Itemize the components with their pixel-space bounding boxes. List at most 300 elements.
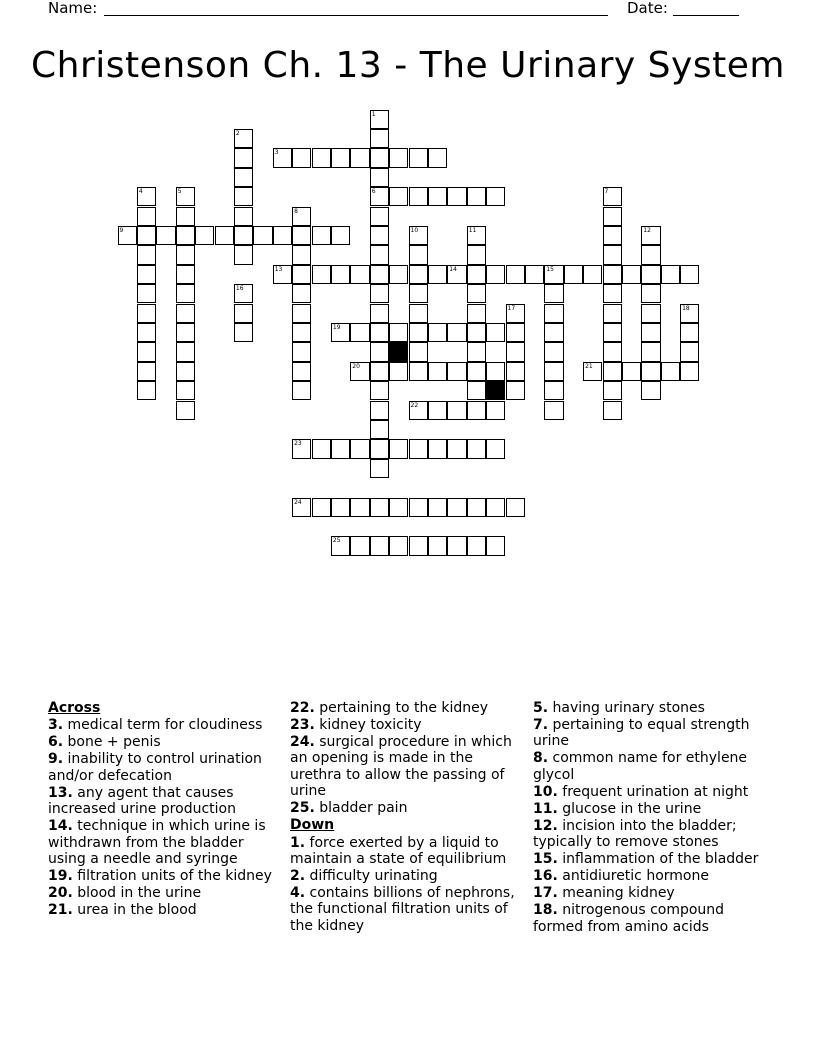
grid-cell[interactable]: [253, 226, 272, 245]
grid-cell[interactable]: [370, 362, 389, 381]
grid-cell[interactable]: [389, 187, 408, 206]
clue-item: [48, 734, 280, 750]
grid-cell[interactable]: [428, 323, 447, 342]
clue-item-text: kidney toxicity: [314, 717, 422, 733]
grid-cell[interactable]: [292, 207, 311, 226]
grid-cell[interactable]: [409, 498, 428, 517]
black-cell: [486, 381, 505, 400]
grid-cell[interactable]: [350, 498, 369, 517]
clue-item-text: bladder pain: [314, 800, 408, 817]
grid-cell[interactable]: [370, 420, 389, 439]
clue-item-number: 7.: [533, 717, 549, 733]
name-label: Name:: [48, 0, 98, 17]
grid-cell[interactable]: [370, 498, 389, 517]
grid-cell[interactable]: [234, 187, 253, 206]
grid-cell[interactable]: [370, 148, 389, 167]
grid-cell[interactable]: [409, 148, 428, 167]
grid-cell[interactable]: [428, 362, 447, 381]
grid-cell[interactable]: [370, 304, 389, 323]
grid-cell[interactable]: [137, 323, 156, 342]
grid-cell[interactable]: [447, 362, 466, 381]
grid-cell[interactable]: [641, 245, 660, 264]
grid-cell[interactable]: [292, 342, 311, 361]
clue-number: 12: [643, 226, 651, 234]
grid-cell[interactable]: [137, 342, 156, 361]
grid-cell[interactable]: [331, 439, 350, 458]
grid-cell[interactable]: [486, 323, 505, 342]
grid-cell[interactable]: [409, 362, 428, 381]
clue-item-number: 15.: [533, 851, 558, 868]
grid-cell[interactable]: [506, 381, 525, 400]
grid-cell[interactable]: [467, 381, 486, 400]
grid-cell[interactable]: [137, 284, 156, 303]
grid-cell[interactable]: [641, 342, 660, 361]
clue-heading: Across: [48, 700, 101, 716]
grid-cell[interactable]: [583, 265, 602, 284]
grid-cell[interactable]: [234, 168, 253, 187]
grid-cell[interactable]: [370, 342, 389, 361]
grid-cell[interactable]: [486, 187, 505, 206]
clue-item-text: contains billions of nephrons, the functional filtration units of the kidney: [290, 885, 515, 934]
grid-cell[interactable]: [447, 536, 466, 555]
grid-cell[interactable]: [389, 498, 408, 517]
grid-cell[interactable]: [370, 110, 389, 129]
grid-cell[interactable]: [176, 207, 195, 226]
grid-cell[interactable]: [409, 342, 428, 361]
grid-cell[interactable]: [331, 498, 350, 517]
clue-item-text: difficulty urinating: [305, 868, 438, 885]
grid-cell[interactable]: [292, 148, 311, 167]
clue-item-number: 11.: [533, 800, 558, 817]
grid-cell[interactable]: [176, 362, 195, 381]
clue-item: [48, 751, 280, 784]
grid-cell[interactable]: [370, 439, 389, 458]
grid-cell[interactable]: [506, 362, 525, 381]
grid-cell[interactable]: [641, 362, 660, 381]
grid-cell[interactable]: [506, 304, 525, 323]
grid-cell[interactable]: [176, 245, 195, 264]
grid-cell[interactable]: [603, 323, 622, 342]
clue-item: [290, 717, 528, 733]
grid-cell[interactable]: [234, 148, 253, 167]
clue-number: 9: [119, 226, 124, 234]
grid-cell[interactable]: [467, 304, 486, 323]
grid-cell[interactable]: [544, 265, 563, 284]
grid-cell[interactable]: [370, 168, 389, 187]
grid-cell[interactable]: [273, 226, 292, 245]
clue-item-number: 22.: [290, 700, 315, 716]
grid-cell[interactable]: [603, 245, 622, 264]
clue-item-number: 10.: [533, 783, 558, 800]
clue-item: [533, 818, 773, 851]
clue-item: [533, 885, 773, 901]
grid-cell[interactable]: [350, 265, 369, 284]
grid-cell[interactable]: [641, 381, 660, 400]
grid-cell[interactable]: [447, 439, 466, 458]
clue-item: [48, 885, 280, 901]
grid-cell[interactable]: [409, 304, 428, 323]
grid-cell[interactable]: [389, 362, 408, 381]
grid-cell[interactable]: [350, 362, 369, 381]
clue-item-number: 14.: [48, 818, 73, 835]
grid-cell[interactable]: [292, 362, 311, 381]
grid-cell[interactable]: [389, 439, 408, 458]
grid-cell[interactable]: [544, 342, 563, 361]
clue-item-number: 3.: [48, 717, 64, 734]
clue-item-text: blood in the urine: [72, 885, 202, 902]
grid-cell[interactable]: [234, 207, 253, 226]
clue-item-number: 2.: [290, 868, 306, 885]
grid-cell[interactable]: [544, 304, 563, 323]
grid-cell[interactable]: [137, 226, 156, 245]
clue-item-text: any agent that causes increased urine production: [48, 784, 236, 818]
date-label: Date:: [627, 0, 668, 17]
grid-cell[interactable]: [389, 148, 408, 167]
grid-cell[interactable]: [331, 265, 350, 284]
clue-item-number: 6.: [48, 734, 64, 751]
grid-cell[interactable]: [525, 265, 544, 284]
grid-cell[interactable]: [506, 265, 525, 284]
clue-item: [48, 785, 280, 818]
clue-item: [48, 868, 280, 884]
grid-cell[interactable]: [273, 148, 292, 167]
clue-item-text: nitrogenous compound formed from amino acids: [533, 902, 725, 935]
grid-cell[interactable]: [350, 148, 369, 167]
clue-item: [533, 717, 773, 750]
grid-cell[interactable]: [409, 323, 428, 342]
grid-cell[interactable]: [428, 265, 447, 284]
grid-cell[interactable]: [350, 439, 369, 458]
grid-cell[interactable]: [428, 498, 447, 517]
clue-item-text: force exerted by a liquid to maintain a state of equilibrium: [290, 834, 507, 868]
grid-cell[interactable]: [176, 226, 195, 245]
clue-number: 22: [410, 401, 419, 409]
clue-item-number: 8.: [533, 750, 549, 767]
grid-cell[interactable]: [370, 245, 389, 264]
clue-item-number: 18.: [533, 902, 558, 919]
clue-item-text: inflammation of the bladder: [557, 851, 759, 868]
clue-item-number: 16.: [533, 868, 558, 885]
grid-cell[interactable]: [234, 284, 253, 303]
grid-cell[interactable]: [603, 304, 622, 323]
clue-item-text: technique in which urine is withdrawn from the bladder using a needle and syringe: [48, 818, 266, 868]
grid-cell[interactable]: [661, 362, 680, 381]
clue-item-text: common name for ethylene glycol: [533, 750, 748, 783]
grid-cell[interactable]: [370, 187, 389, 206]
grid-cell[interactable]: [467, 536, 486, 555]
grid-cell[interactable]: [370, 536, 389, 555]
grid-cell[interactable]: [176, 265, 195, 284]
grid-cell[interactable]: [409, 536, 428, 555]
grid-cell[interactable]: [370, 207, 389, 226]
grid-cell[interactable]: [137, 381, 156, 400]
grid-cell[interactable]: [370, 459, 389, 478]
grid-cell[interactable]: [195, 226, 214, 245]
clue-number: 20: [352, 362, 360, 370]
clue-number: 23: [294, 440, 302, 448]
grid-cell[interactable]: [603, 381, 622, 400]
clue-item-text: meaning kidney: [557, 885, 675, 902]
clue-item: [533, 902, 773, 935]
grid-cell[interactable]: [176, 381, 195, 400]
grid-cell[interactable]: [370, 323, 389, 342]
grid-cell[interactable]: [506, 498, 525, 517]
grid-cell[interactable]: [544, 362, 563, 381]
grid-cell[interactable]: [641, 304, 660, 323]
grid-cell[interactable]: [603, 226, 622, 245]
grid-cell[interactable]: [292, 323, 311, 342]
grid-cell[interactable]: [234, 245, 253, 264]
grid-cell[interactable]: [234, 323, 253, 342]
clue-item-text: bone + penis: [63, 734, 161, 751]
grid-cell[interactable]: [137, 304, 156, 323]
clue-number: 16: [235, 285, 244, 293]
grid-cell[interactable]: [486, 362, 505, 381]
grid-cell[interactable]: [544, 401, 563, 420]
grid-cell[interactable]: [370, 284, 389, 303]
grid-cell[interactable]: [467, 498, 486, 517]
grid-cell[interactable]: [486, 265, 505, 284]
grid-cell[interactable]: [389, 536, 408, 555]
clues-column-1: [48, 700, 280, 919]
clue-number: 24: [294, 498, 302, 506]
grid-cell[interactable]: [409, 226, 428, 245]
grid-cell[interactable]: [680, 304, 699, 323]
grid-cell[interactable]: [389, 323, 408, 342]
clue-item: [290, 835, 528, 868]
grid-cell[interactable]: [273, 265, 292, 284]
clue-item-text: incision into the bladder; typically to remove stones: [533, 817, 737, 851]
clue-item: [48, 902, 280, 918]
clue-number: 13: [274, 265, 283, 273]
grid-cell[interactable]: [467, 284, 486, 303]
clue-item-text: glucose in the urine: [557, 800, 702, 817]
clue-item-text: surgical procedure in which an opening is made in the urethra to allow the passing of urine: [290, 734, 512, 800]
grid-cell[interactable]: [137, 265, 156, 284]
grid-cell[interactable]: [409, 265, 428, 284]
clue-item-number: 1.: [290, 834, 306, 851]
grid-cell[interactable]: [603, 207, 622, 226]
grid-cell[interactable]: [312, 148, 331, 167]
grid-cell[interactable]: [428, 439, 447, 458]
grid-cell[interactable]: [486, 401, 505, 420]
grid-cell[interactable]: [176, 284, 195, 303]
clue-item-number: 12.: [533, 817, 558, 834]
clue-heading: Down: [290, 817, 335, 834]
grid-cell[interactable]: [312, 226, 331, 245]
grid-cell[interactable]: [622, 265, 641, 284]
clue-number: 21: [585, 362, 593, 370]
clue-number: 8: [294, 207, 298, 215]
grid-cell[interactable]: [467, 342, 486, 361]
clue-item: [533, 750, 773, 783]
grid-cell[interactable]: [544, 284, 563, 303]
clue-item-number: 23.: [290, 717, 315, 733]
grid-cell[interactable]: [661, 265, 680, 284]
clue-item: [290, 700, 528, 716]
grid-cell[interactable]: [176, 342, 195, 361]
grid-cell[interactable]: [641, 226, 660, 245]
clue-item-text: inability to control urination and/or defecation: [48, 751, 262, 784]
grid-cell[interactable]: [603, 362, 622, 381]
grid-cell[interactable]: [331, 536, 350, 555]
grid-cell[interactable]: [428, 401, 447, 420]
grid-cell[interactable]: [680, 362, 699, 381]
grid-cell[interactable]: [350, 323, 369, 342]
grid-cell[interactable]: [428, 187, 447, 206]
grid-cell[interactable]: [409, 401, 428, 420]
grid-cell[interactable]: [312, 265, 331, 284]
grid-cell[interactable]: [234, 304, 253, 323]
grid-cell[interactable]: [312, 439, 331, 458]
clue-number: 2: [235, 129, 240, 137]
clue-number: 11: [468, 226, 477, 234]
clue-number: 17: [507, 304, 516, 312]
grid-cell[interactable]: [467, 323, 486, 342]
clue-item-text: filtration units of the kidney: [72, 868, 272, 885]
grid-cell[interactable]: [447, 401, 466, 420]
grid-cell[interactable]: [331, 226, 350, 245]
grid-cell[interactable]: [292, 226, 311, 245]
grid-cell[interactable]: [486, 498, 505, 517]
grid-cell[interactable]: [292, 284, 311, 303]
grid-cell[interactable]: [234, 129, 253, 148]
grid-cell[interactable]: [176, 187, 195, 206]
grid-cell[interactable]: [176, 401, 195, 420]
clue-number: 6: [371, 188, 376, 196]
clue-item-number: 9.: [48, 751, 64, 768]
grid-cell[interactable]: [370, 401, 389, 420]
grid-cell[interactable]: [292, 245, 311, 264]
grid-cell[interactable]: [428, 536, 447, 555]
grid-cell[interactable]: [467, 401, 486, 420]
clue-number: 10: [410, 226, 419, 234]
grid-cell[interactable]: [680, 323, 699, 342]
grid-cell[interactable]: [447, 265, 466, 284]
grid-cell[interactable]: [137, 207, 156, 226]
grid-cell[interactable]: [447, 498, 466, 517]
grid-cell[interactable]: [544, 323, 563, 342]
grid-cell[interactable]: [370, 129, 389, 148]
grid-cell[interactable]: [641, 323, 660, 342]
grid-cell[interactable]: [603, 401, 622, 420]
grid-cell[interactable]: [506, 323, 525, 342]
grid-cell[interactable]: [137, 245, 156, 264]
clue-item-number: 21.: [48, 902, 73, 919]
grid-cell[interactable]: [409, 187, 428, 206]
grid-cell[interactable]: [467, 439, 486, 458]
grid-cell[interactable]: [215, 226, 234, 245]
grid-cell[interactable]: [331, 323, 350, 342]
clue-item: [48, 818, 280, 867]
clue-item: [533, 868, 773, 884]
clue-number: 18: [682, 304, 690, 312]
grid-cell[interactable]: [409, 439, 428, 458]
clue-item-number: 24.: [290, 734, 315, 750]
grid-cell[interactable]: [603, 284, 622, 303]
grid-cell[interactable]: [603, 187, 622, 206]
grid-cell[interactable]: [370, 381, 389, 400]
clue-item-text: pertaining to equal strength urine: [533, 717, 750, 750]
clue-item-text: urea in the blood: [72, 902, 197, 919]
grid-cell[interactable]: [506, 342, 525, 361]
grid-cell[interactable]: [137, 187, 156, 206]
clue-number: 1: [371, 110, 376, 118]
grid-cell[interactable]: [622, 362, 641, 381]
grid-cell[interactable]: [680, 265, 699, 284]
grid-cell[interactable]: [583, 362, 602, 381]
grid-cell[interactable]: [641, 284, 660, 303]
clues-column-3: [533, 700, 773, 936]
grid-cell[interactable]: [486, 536, 505, 555]
grid-cell[interactable]: [350, 536, 369, 555]
grid-cell[interactable]: [292, 304, 311, 323]
grid-cell[interactable]: [292, 439, 311, 458]
grid-cell[interactable]: [467, 245, 486, 264]
page-title: Christenson Ch. 13 - The Urinary System: [31, 45, 785, 86]
grid-cell[interactable]: [486, 439, 505, 458]
grid-cell[interactable]: [447, 323, 466, 342]
clue-item-number: 4.: [290, 885, 306, 902]
clue-item-text: antidiuretic hormone: [557, 868, 709, 885]
grid-cell[interactable]: [292, 381, 311, 400]
clue-item: [533, 851, 773, 867]
grid-cell[interactable]: [331, 148, 350, 167]
clue-item-text: having urinary stones: [548, 700, 705, 716]
clue-number: 14: [449, 265, 457, 273]
grid-cell[interactable]: [370, 226, 389, 245]
grid-cell[interactable]: [389, 265, 408, 284]
grid-cell[interactable]: [603, 342, 622, 361]
grid-cell[interactable]: [176, 304, 195, 323]
clues-column-2: [290, 700, 528, 935]
grid-cell[interactable]: [118, 226, 137, 245]
grid-cell[interactable]: [467, 265, 486, 284]
grid-cell[interactable]: [467, 226, 486, 245]
grid-cell[interactable]: [603, 265, 622, 284]
clue-item-number: 20.: [48, 885, 73, 902]
grid-cell[interactable]: [156, 226, 175, 245]
clue-item-text: medical term for cloudiness: [63, 717, 263, 734]
grid-cell[interactable]: [409, 245, 428, 264]
clue-number: 7: [604, 188, 609, 196]
grid-cell[interactable]: [428, 148, 447, 167]
clue-item: [533, 700, 773, 716]
clue-item: [533, 801, 773, 817]
grid-cell[interactable]: [447, 187, 466, 206]
clue-number: 4: [138, 188, 143, 196]
grid-cell[interactable]: [292, 265, 311, 284]
clue-item-text: pertaining to the kidney: [314, 700, 489, 716]
grid-cell[interactable]: [564, 265, 583, 284]
grid-cell[interactable]: [234, 226, 253, 245]
grid-cell[interactable]: [137, 362, 156, 381]
grid-cell[interactable]: [312, 498, 331, 517]
grid-cell[interactable]: [176, 323, 195, 342]
grid-cell[interactable]: [641, 265, 660, 284]
grid-cell[interactable]: [680, 342, 699, 361]
grid-cell[interactable]: [409, 284, 428, 303]
grid-cell[interactable]: [544, 381, 563, 400]
grid-cell[interactable]: [467, 187, 486, 206]
clue-item: [290, 800, 528, 816]
black-cell: [389, 342, 408, 361]
grid-cell[interactable]: [292, 498, 311, 517]
clue-item: [290, 868, 528, 884]
grid-cell[interactable]: [370, 265, 389, 284]
clue-item-number: 19.: [48, 868, 73, 885]
grid-cell[interactable]: [467, 362, 486, 381]
